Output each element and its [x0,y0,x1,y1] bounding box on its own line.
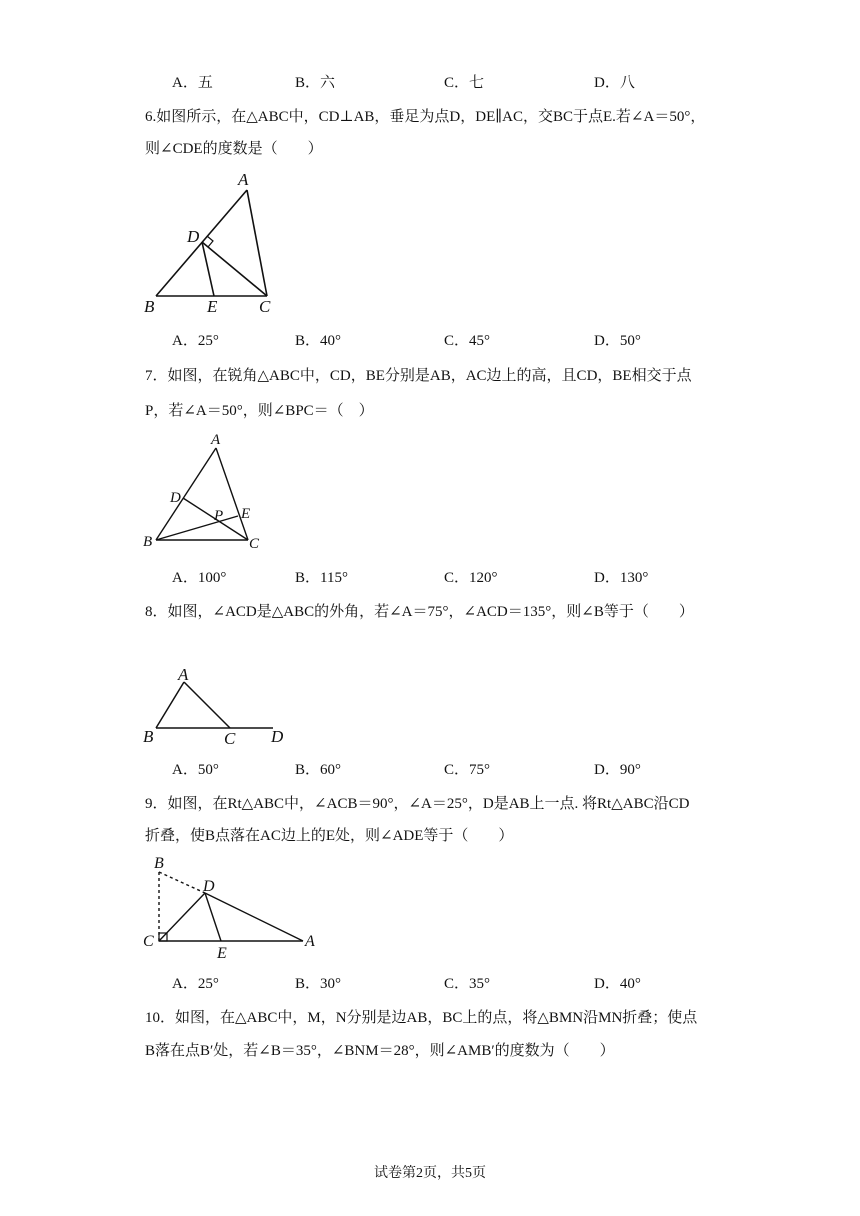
q5-option-d[interactable]: D．八 [594,75,635,91]
q7-option-d[interactable]: D．130° [594,570,649,586]
q6-label-d: D [187,227,200,246]
q8-option-d[interactable]: D．90° [594,762,641,778]
q7-segment-be [156,516,238,540]
q7-option-a[interactable]: A．100° [172,570,227,586]
q6-label-e: E [207,297,218,316]
q9-segment-cd [159,893,205,941]
q6-option-b[interactable]: B．40° [295,333,342,349]
q9-label-e: E [217,945,227,962]
q8-option-c[interactable]: C．75° [444,762,491,778]
q9-option-d[interactable]: D．40° [594,976,641,992]
q8-segment-ac [184,682,230,728]
q7-option-c[interactable]: C．120° [444,570,498,586]
q7-option-b[interactable]: B．115° [295,570,348,586]
q6-label-b: B [144,297,155,316]
q10-question-line1: 10．如图，在△ABC中，M，N分别是边AB，BC上的点，将△BMN沿MN折叠；使点 [145,1010,698,1026]
q6-figure [140,170,290,318]
q9-label-d: D [203,878,215,895]
q8-label-c: C [224,729,236,748]
q9-figure [140,852,325,962]
q7-segment-ac [216,448,251,540]
q9-option-c[interactable]: C．35° [444,976,491,992]
q6-label-c: C [259,297,271,316]
q7-label-c: C [249,536,260,552]
q9-segment-da [205,893,303,941]
q6-option-d[interactable]: D．50° [594,333,641,349]
q9-question-line1: 9．如图，在Rt△ABC中，∠ACB＝90°，∠A＝25°，D是AB上一点. 将Rt△ABC沿CD [145,796,690,812]
q7-label-e: E [241,506,251,522]
q7-label-a: A [211,432,221,448]
q7-figure [140,428,270,553]
q6-options [172,331,732,351]
q9-options [172,974,732,994]
q8-figure [140,660,300,750]
q8-option-a[interactable]: A．50° [172,762,219,778]
q9-dashed-bd [159,872,205,893]
page-footer: 试卷第2页，共5页 [374,1166,486,1181]
q7-options [172,568,732,588]
q5-option-b[interactable]: B．六 [295,75,336,91]
q9-question-line2: 折叠，使B点落在AC边上的E处，则∠ADE等于（ ） [145,828,514,844]
q10-question-line2: B落在点B′处，若∠B＝35°，∠BNM＝28°，则∠AMB′的度数为（ ） [145,1043,615,1059]
q7-label-b: B [143,534,153,550]
q5-option-a[interactable]: A．五 [172,75,213,91]
q7-label-d: D [170,490,181,506]
q7-question-line1: 7．如图，在锐角△ABC中，CD，BE分别是AB，AC边上的高，且CD，BE相交于点 [145,368,692,384]
q8-label-d: D [271,727,284,746]
q8-option-b[interactable]: B．60° [295,762,342,778]
q9-option-a[interactable]: A．25° [172,976,219,992]
q6-label-a: A [238,170,249,189]
q8-options [172,760,732,780]
q6-right-angle-mark [207,236,213,247]
q7-segment-ab [156,448,216,540]
q7-label-p: P [214,508,224,524]
q5-options [172,73,732,93]
q9-label-b: B [154,855,164,872]
q6-question-line2: 则∠CDE的度数是（ ） [145,141,323,157]
q9-label-a: A [305,933,315,950]
q8-question-line1: 8．如图，∠ACD是△ABC的外角，若∠A＝75°，∠ACD＝135°，则∠B等于（ ） [145,604,694,620]
q7-question-line2: P，若∠A＝50°，则∠BPC＝（ ） [145,403,374,419]
q5-option-c[interactable]: C．七 [444,75,485,91]
q8-label-a: A [178,665,189,684]
q9-option-b[interactable]: B．30° [295,976,342,992]
q6-segment-ac [247,190,267,296]
q9-label-c: C [143,933,154,950]
q6-option-c[interactable]: C．45° [444,333,491,349]
q6-option-a[interactable]: A．25° [172,333,219,349]
q8-segment-ab [156,682,184,728]
q6-question-line1: 6.如图所示，在△ABC中，CD⊥AB，垂足为点D，DE∥AC，交BC于点E.若∠A＝50°， [145,109,706,125]
q8-label-b: B [143,727,154,746]
